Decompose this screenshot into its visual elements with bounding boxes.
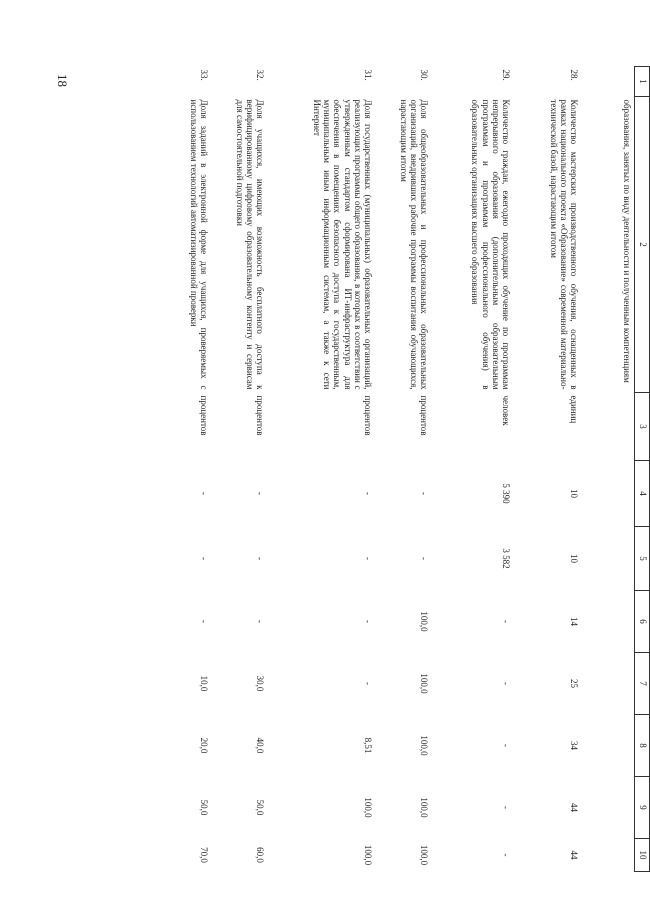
value-col-6: - xyxy=(255,620,266,623)
value-col-7: 30,0 xyxy=(255,675,266,692)
col-header-8: 8 xyxy=(635,715,650,777)
value-col-5: - xyxy=(255,557,266,560)
value-col-10: 100,0 xyxy=(419,844,430,866)
unit: процентов xyxy=(363,395,374,436)
table-row-29 xyxy=(433,67,515,872)
value-col-8: - xyxy=(501,744,512,747)
indicator-text: Доля государственных (муниципальных) образовательных организаций, реализующих программы общего образования, в которых в соответствии с утвержденным стандартом сформирована ИТ-инфраструктура для обеспечения в помещениях безопасного доступа к государственным, муниципальным иным информационным системам, а также к сети Интернет xyxy=(311,99,374,390)
indicator-text: Количество мастерских производственного обучения, оснащенных в рамках национального проекта «Образование» современной материально-технической базой, нарастающим итогом xyxy=(548,99,580,390)
value-col-8: 40,0 xyxy=(255,737,266,754)
unit: человек xyxy=(501,395,512,426)
value-col-9: 100,0 xyxy=(363,797,374,818)
col-header-4: 4 xyxy=(635,461,650,527)
value-col-4: - xyxy=(199,492,210,495)
value-col-5: - xyxy=(419,557,430,560)
value-col-4 xyxy=(583,461,635,527)
value-col-10: 44 xyxy=(569,850,580,860)
value-col-10: - xyxy=(501,853,512,857)
value-col-4: - xyxy=(255,492,266,495)
col-header-3: 3 xyxy=(635,393,650,461)
value-col-5 xyxy=(583,527,635,591)
col-header-7: 7 xyxy=(635,653,650,715)
value-col-7: 25 xyxy=(569,679,580,688)
indicator-text: Доля общеобразовательных и профессиональных образовательных организаций, внедривших рабочие программы воспитания обучающихся, нарастающим итогом xyxy=(398,99,430,390)
row-number: 31. xyxy=(363,69,374,81)
value-col-7: 10,0 xyxy=(199,675,210,692)
value-col-4: 5 390 xyxy=(501,483,512,504)
table-row-30 xyxy=(377,67,433,872)
value-col-6: 100,0 xyxy=(419,611,430,632)
row-number xyxy=(583,67,635,97)
value-col-6: - xyxy=(501,620,512,623)
value-col-5: 3 582 xyxy=(501,548,512,569)
table-row-31 xyxy=(269,67,377,872)
value-col-9: 44 xyxy=(569,803,580,812)
value-col-9: 50,0 xyxy=(255,799,266,816)
value-col-6: 14 xyxy=(569,617,580,626)
value-col-6: - xyxy=(199,620,210,623)
table-row-32 xyxy=(213,67,269,872)
row-number: 33. xyxy=(199,69,210,81)
value-col-8: 8,51 xyxy=(363,737,374,754)
row-number: 30. xyxy=(419,69,430,81)
value-col-10 xyxy=(583,839,635,872)
indicator-text: образования, занятых по виду деятельности и полученным компетенциям xyxy=(622,99,632,383)
page-number: 18 xyxy=(55,74,70,87)
value-col-9 xyxy=(583,777,635,839)
value-col-5: - xyxy=(363,557,374,560)
unit: процентов xyxy=(255,395,266,436)
value-col-4: - xyxy=(363,492,374,495)
col-header-2: 2 xyxy=(635,97,650,393)
value-col-4: 10 xyxy=(569,489,580,498)
value-col-8: 20,0 xyxy=(199,737,210,754)
value-col-7: 100,0 xyxy=(419,673,430,694)
unit: процентов xyxy=(199,395,210,436)
value-col-4: - xyxy=(419,492,430,495)
value-col-6: - xyxy=(363,620,374,623)
indicator-text: Доля учащихся, имеющих возможность бесплатного доступа к верифицированному цифровому образовательному контенту и сервисам для самостоятельной подготовки xyxy=(234,99,266,390)
indicators-table xyxy=(161,66,650,872)
row-number: 28. xyxy=(569,69,580,81)
table-row-28 xyxy=(515,67,583,872)
col-header-1: 1 xyxy=(635,67,650,97)
row-number: 29. xyxy=(501,69,512,81)
value-col-10: 60,0 xyxy=(255,847,266,863)
value-col-8 xyxy=(583,715,635,777)
col-header-6: 6 xyxy=(635,591,650,653)
header-row xyxy=(635,67,650,872)
col-header-5: 5 xyxy=(635,527,650,591)
value-col-10: 70,0 xyxy=(199,847,210,863)
unit xyxy=(583,393,635,461)
row-number: 32. xyxy=(255,69,266,81)
unit: единиц xyxy=(569,395,580,424)
value-col-5: 10 xyxy=(569,554,580,563)
unit: процентов xyxy=(419,395,430,436)
value-col-9: - xyxy=(501,806,512,809)
value-col-6 xyxy=(583,591,635,653)
value-col-7: - xyxy=(363,682,374,685)
value-col-7: - xyxy=(501,682,512,685)
value-col-8: 34 xyxy=(569,741,580,750)
col-header-9: 9 xyxy=(635,777,650,839)
table-row-continuation xyxy=(583,67,635,872)
value-col-5: - xyxy=(199,557,210,560)
value-col-7 xyxy=(583,653,635,715)
table-row-33 xyxy=(161,67,213,872)
value-col-9: 50,0 xyxy=(199,799,210,816)
value-col-10: 100,0 xyxy=(363,844,374,866)
value-col-9: 100,0 xyxy=(419,797,430,818)
rotated-table-wrapper xyxy=(118,66,650,871)
indicator-text: Количество граждан, ежегодно проходящих обучение по программам непрерывного образования (дополнительным образовательным программам и программам профессионального обучения) в образовательных организациях высшего образования xyxy=(470,99,512,390)
col-header-10: 10 xyxy=(635,839,650,872)
value-col-8: 100,0 xyxy=(419,735,430,756)
indicator-text: Доля заданий в электронной форме для учащихся, проверяемых с использованием технологий автоматизированной проверки xyxy=(189,99,210,390)
